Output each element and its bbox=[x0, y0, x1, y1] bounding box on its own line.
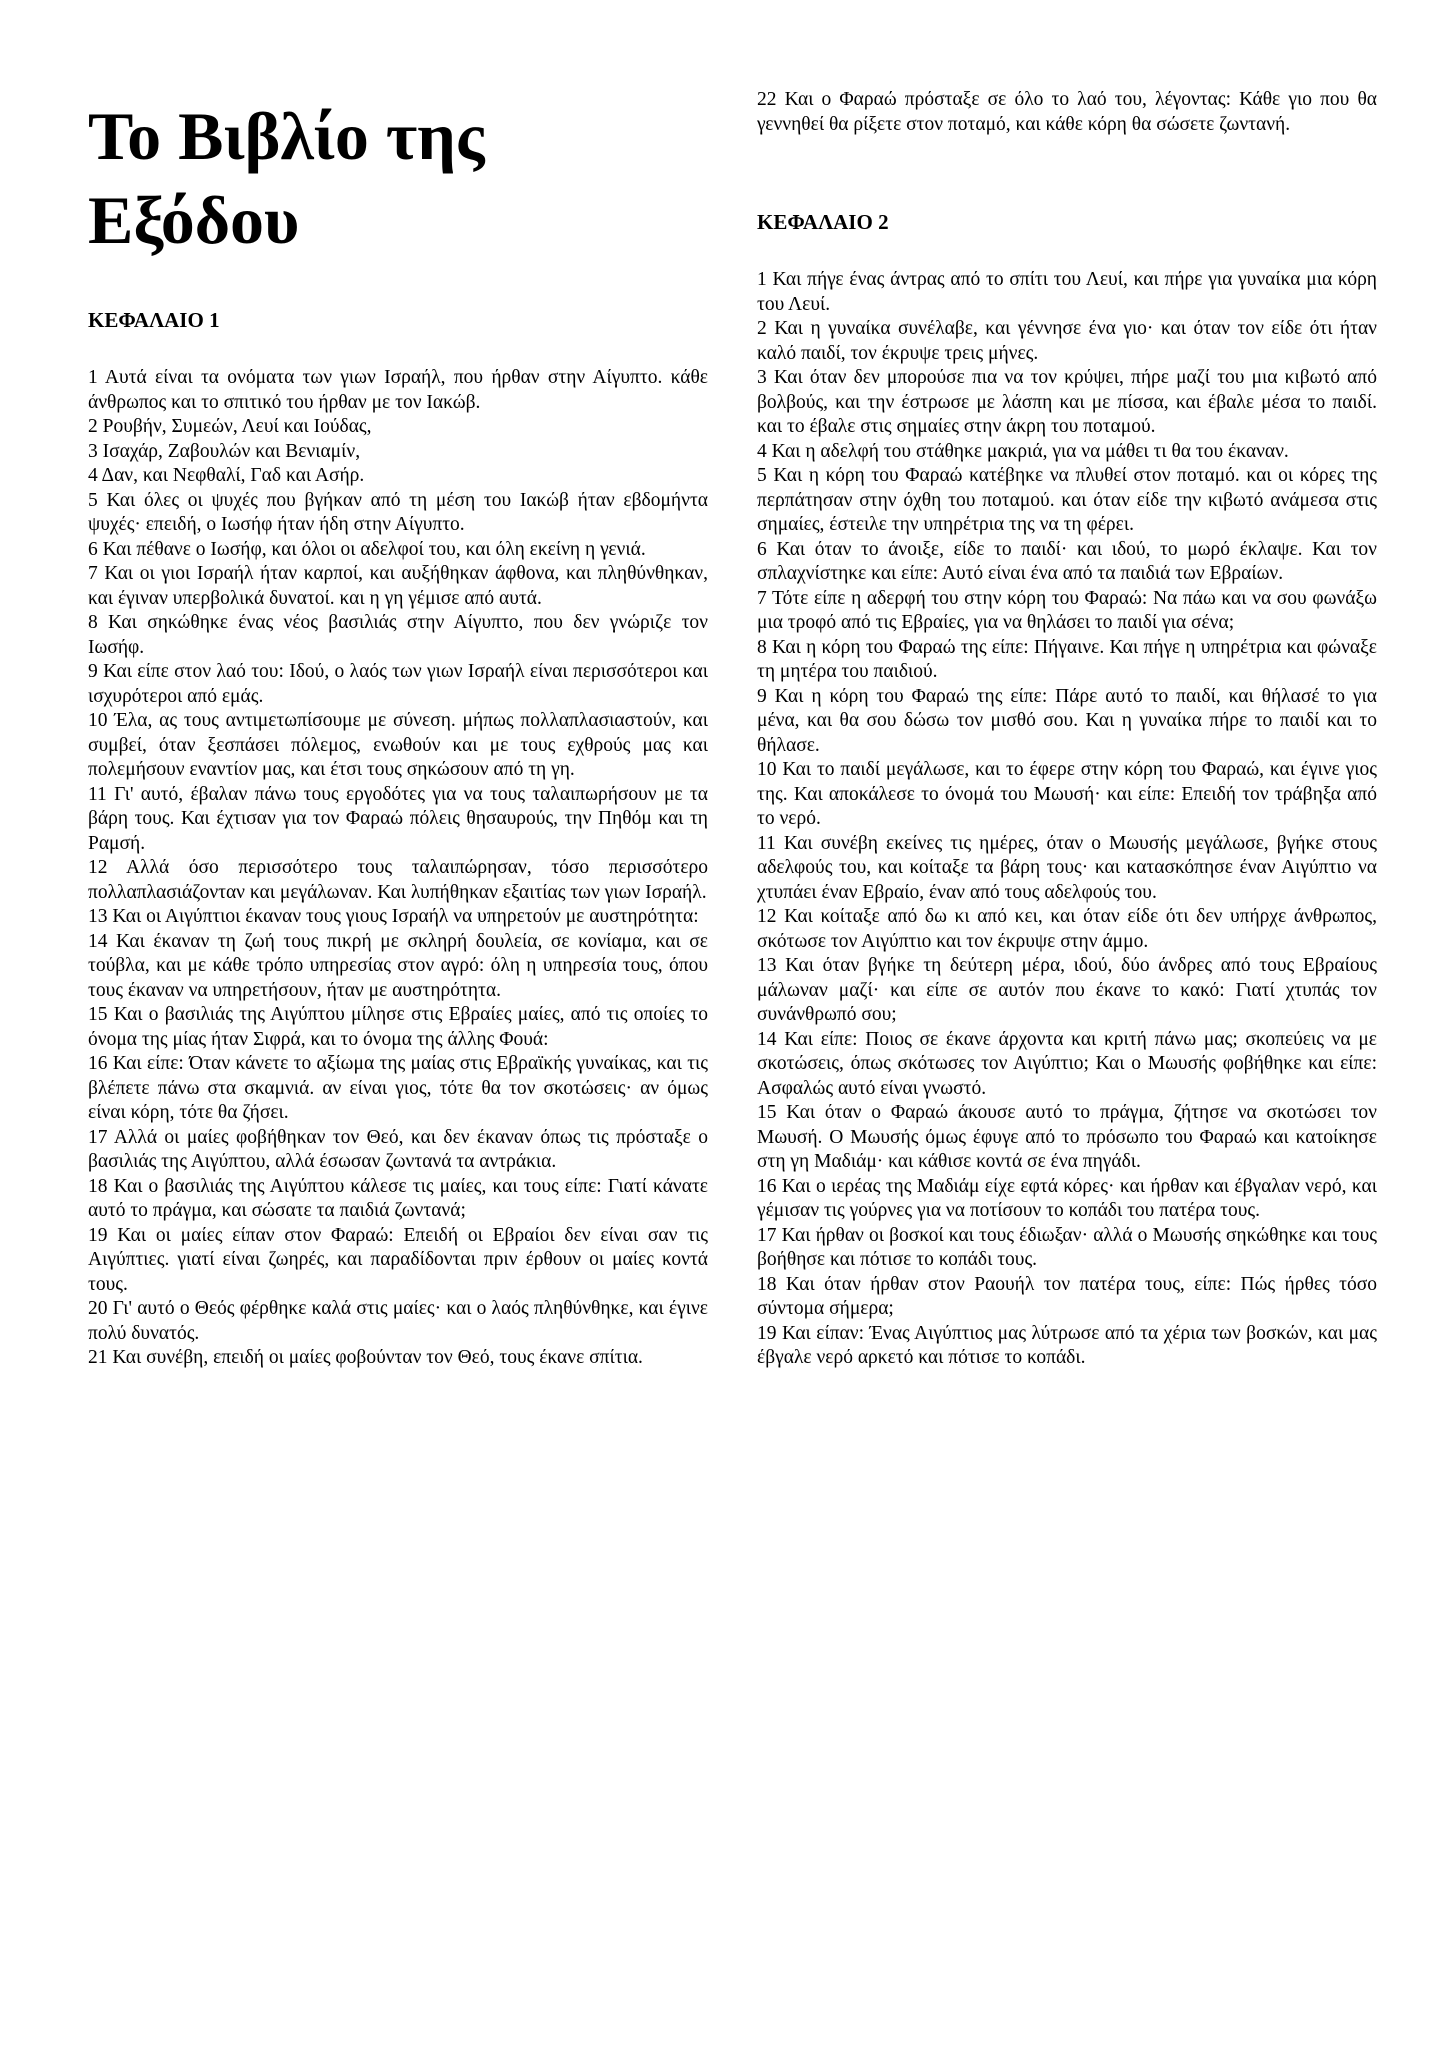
verse: 13 Και οι Αιγύπτιοι έκαναν τους γιους Ισραήλ να υπηρετούν με αυστηρότητα: bbox=[88, 906, 699, 927]
document-title: Το Βιβλίο της Εξόδου bbox=[88, 98, 485, 258]
verse: 6 Και όταν το άνοιξε, είδε το παιδί· και ιδού, το μωρό έκλαψε. Και τον σπλαχνίστηκε και είπε: Αυτό είναι ένα από τα παιδιά των Εβραίων. bbox=[757, 538, 1377, 584]
verse: 1 Αυτά είναι τα ονόματα των γιων Ισραήλ, που ήρθαν στην Αίγυπτο. κάθε άνθρωπος και το σπιτικό του ήρθαν με τον Ιακώβ. bbox=[88, 367, 708, 413]
verse: 15 Και όταν ο Φαραώ άκουσε αυτό το πράγμα, ζήτησε να σκοτώσει τον Μωυσή. Ο Μωυσής όμως έφυγε από το πρόσωπο του Φαραώ και κατοίκησε στη γη Μαδιάμ· και κάθισε κοντά σε ένα πηγάδι. bbox=[757, 1102, 1377, 1172]
verse: 8 Και η κόρη του Φαραώ της είπε: Πήγαινε. Και πήγε η υπηρέτρια και φώναξε τη μητέρα του παιδιού. bbox=[757, 636, 1377, 682]
verse: 5 Και όλες οι ψυχές που βγήκαν από τη μέση του Ιακώβ ήταν εβδομήντα ψυχές· επειδή, ο Ιωσήφ ήταν ήδη στην Αίγυπτο. bbox=[88, 489, 708, 535]
verse: 7 Και οι γιοι Ισραήλ ήταν καρποί, και αυξήθηκαν άφθονα, και πληθύνθηκαν, και έγιναν υπερβολικά δυνατοί. και η γη γέμισε από αυτά. bbox=[88, 563, 708, 609]
verse: 17 Αλλά οι μαίες φοβήθηκαν τον Θεό, και δεν έκαναν όπως τις πρόσταξε ο βασιλιάς της Αιγύπτου, αλλά έσωσαν ζωντανά τα αντράκια. bbox=[88, 1126, 708, 1172]
verse: 2 Και η γυναίκα συνέλαβε, και γέννησε ένα γιο· και όταν τον είδε ότι ήταν καλό παιδί, τον έκρυψε τρεις μήνες. bbox=[757, 318, 1377, 364]
verse: 13 Και όταν βγήκε τη δεύτερη μέρα, ιδού, δύο άνδρες από τους Εβραίους μάλωναν μαζί· και είπε σε αυτόν που έκανε το κακό: Γιατί χτυπάς τον συνάνθρωπό σου; bbox=[757, 955, 1377, 1025]
verse: 21 Και συνέβη, επειδή οι μαίες φοβούνταν τον Θεό, τους έκανε σπίτια. bbox=[88, 1347, 643, 1368]
verse: 19 Και οι μαίες είπαν στον Φαραώ: Επειδή οι Εβραίοι δεν είναι σαν τις Αιγύπτιες. γιατί είναι ζωηρές, και παραδίδονται πριν έρθουν οι μαίες κοντά τους. bbox=[88, 1224, 708, 1295]
verse: 6 Και πέθανε ο Ιωσήφ, και όλοι οι αδελφοί του, και όλη εκείνη η γενιά. bbox=[88, 538, 646, 560]
verse: 19 Και είπαν: Ένας Αιγύπτιος μας λύτρωσε από τα χέρια των βοσκών, και μας έβγαλε νερό αρκετό και πότισε το κοπάδι. bbox=[757, 1322, 1377, 1368]
verse: 3 Ισαχάρ, Ζαβουλών και Βενιαμίν, bbox=[88, 440, 361, 462]
verse: 4 Και η αδελφή του στάθηκε μακριά, για να μάθει τι θα του έκαναν. bbox=[757, 440, 1289, 462]
verse: 11 Γι' αυτό, έβαλαν πάνω τους εργοδότες για να τους ταλαιπωρήσουν με τα βάρη τους. Και έχτισαν για τον Φαραώ πόλεις θησαυρούς, την Πηθόμ και τη Ραμσή. bbox=[88, 783, 708, 854]
verse: 10 Και το παιδί μεγάλωσε, και το έφερε στην κόρη του Φαραώ, και έγινε γιος της. Και αποκάλεσε το όνομά του Μωυσή· και είπε: Επειδή τον τράβηξα από το νερό. bbox=[757, 759, 1377, 829]
verse: 5 Και η κόρη του Φαραώ κατέβηκε να πλυθεί στον ποταμό. και οι κόρες της περπάτησαν στην όχθη του ποταμού. και όταν είδε την κιβωτό ανάμεσα στις σημαίες, έστειλε την υπηρέτρια της να τη φέρει. bbox=[757, 465, 1377, 535]
chapter-1-verses-right bbox=[757, 88, 1377, 137]
verse: 9 Και είπε στον λαό του: Ιδού, ο λαός των γιων Ισραήλ είναι περισσότεροι και ισχυρότεροι από εμάς. bbox=[88, 661, 708, 707]
verse: 1 Και πήγε ένας άντρας από το σπίτι του Λευί, και πήρε για γυναίκα μια κόρη του Λευί. bbox=[757, 269, 1377, 315]
verse: 9 Και η κόρη του Φαραώ της είπε: Πάρε αυτό το παιδί, και θήλασέ το για μένα, και θα σου δώσω τον μισθό σου. Και η γυναίκα πήρε το παιδί και το θήλασε. bbox=[757, 685, 1377, 756]
verse: 15 Και ο βασιλιάς της Αιγύπτου μίλησε στις Εβραίες μαίες, από τις οποίες το όνομα της μίας ήταν Σιφρά, και το όνομα της άλλης Φουά: bbox=[88, 1004, 708, 1050]
verse: 14 Και είπε: Ποιος σε έκανε άρχοντα και κριτή πάνω μας; σκοπεύεις να με σκοτώσεις, όπως σκότωσες τον Αιγύπτιο; Και ο Μωυσής φοβήθηκε και είπε: Ασφαλώς αυτό είναι γνωστό. bbox=[757, 1028, 1377, 1099]
chapter-2-verses bbox=[757, 268, 1377, 1371]
verse: 14 Και έκαναν τη ζωή τους πικρή με σκληρή δουλεία, σε κονίαμα, και σε τούβλα, και με κάθε τρόπο υπηρεσίας στον αγρό: όλη η υπηρεσία τους, όπου τους έκαναν να υπηρετήσουν, ήταν με αυστηρότητα. bbox=[88, 930, 708, 1001]
verse: 22 Και ο Φαραώ πρόσταξε σε όλο το λαό του, λέγοντας: Κάθε γιο που θα γεννηθεί θα ρίξετε στον ποταμό, και κάθε κόρη θα σώσετε ζωντανή. bbox=[757, 89, 1377, 135]
verse: 16 Και είπε: Όταν κάνετε το αξίωμα της μαίας στις Εβραϊκής γυναίκας, και τις βλέπετε πάνω στα σκαμνιά. αν είναι γιος, τότε θα τον σκοτώσεις· αν όμως είναι κόρη, τότε θα ζήσει. bbox=[88, 1053, 708, 1123]
verse: 20 Γι' αυτό ο Θεός φέρθηκε καλά στις μαίες· και ο λαός πληθύνθηκε, και έγινε πολύ δυνατός. bbox=[88, 1298, 708, 1344]
verse: 12 Και κοίταξε από δω κι από κει, και όταν είδε ότι δεν υπήρχε άνθρωπος, σκότωσε τον Αιγύπτιο και τον έκρυψε στην άμμο. bbox=[757, 906, 1377, 952]
chapter-heading-1: ΚΕΦΑΛΑΙΟ 1 bbox=[88, 308, 220, 332]
verse: 8 Και σηκώθηκε ένας νέος βασιλιάς στην Αίγυπτο, που δεν γνώριζε τον Ιωσήφ. bbox=[88, 612, 708, 658]
verse: 4 Δαν, και Νεφθαλί, Γαδ και Ασήρ. bbox=[88, 465, 365, 486]
verse: 11 Και συνέβη εκείνες τις ημέρες, όταν ο Μωυσής μεγάλωσε, βγήκε στους αδελφούς του, και κοίταξε τα βάρη τους· και κατασκόπησε έναν Αιγύπτιο να χτυπάει έναν Εβραίο, έναν από τους αδελφούς του. bbox=[757, 832, 1377, 903]
chapter-1-verses-left bbox=[88, 366, 708, 1371]
verse: 10 Έλα, ας τους αντιμετωπίσουμε με σύνεση. μήπως πολλαπλασιαστούν, και συμβεί, όταν ξεσπάσει πόλεμος, ενωθούν και με τους εχθρούς μας και πολεμήσουν εναντίον μας, και έτσι τους σηκώσουν από τη γη. bbox=[88, 710, 708, 780]
verse: 7 Τότε είπε η αδερφή του στην κόρη του Φαραώ: Να πάω και να σου φωνάξω μια τροφό από τις Εβραίες, για να θηλάσει το παιδί για σένα; bbox=[757, 587, 1377, 633]
verse: 3 Και όταν δεν μπορούσε πια να τον κρύψει, πήρε μαζί του μια κιβωτό από βολβούς, και την έστρωσε με λάσπη και με πίσσα, και έβαλε μέσα το παιδί. και το έβαλε στις σημαίες στην άκρη του ποταμού. bbox=[757, 367, 1377, 437]
verse: 16 Και ο ιερέας της Μαδιάμ είχε εφτά κόρες· και ήρθαν και έβγαλαν νερό, και γέμισαν τις γούρνες για να ποτίσουν το κοπάδι του πατέρα τους. bbox=[757, 1175, 1377, 1221]
verse: 18 Και ο βασιλιάς της Αιγύπτου κάλεσε τις μαίες, και τους είπε: Γιατί κάνατε αυτό το πράγμα, και σώσατε τα παιδιά ζωντανά; bbox=[88, 1175, 708, 1221]
chapter-heading-2: ΚΕΦΑΛΑΙΟ 2 bbox=[757, 210, 889, 234]
verse: 2 Ρουβήν, Συμεών, Λευί και Ιούδας, bbox=[88, 416, 372, 437]
verse: 17 Και ήρθαν οι βοσκοί και τους έδιωξαν· αλλά ο Μωυσής σηκώθηκε και τους βοήθησε και πότισε το κοπάδι τους. bbox=[757, 1224, 1377, 1270]
verse: 18 Και όταν ήρθαν στον Ραουήλ τον πατέρα τους, είπε: Πώς ήρθες τόσο σύντομα σήμερα; bbox=[757, 1273, 1377, 1319]
verse: 12 Αλλά όσο περισσότερο τους ταλαιπώρησαν, τόσο περισσότερο πολλαπλασιάζονταν και μεγάλωναν. Και λυπήθηκαν εξαιτίας των γιων Ισραήλ. bbox=[88, 857, 708, 903]
